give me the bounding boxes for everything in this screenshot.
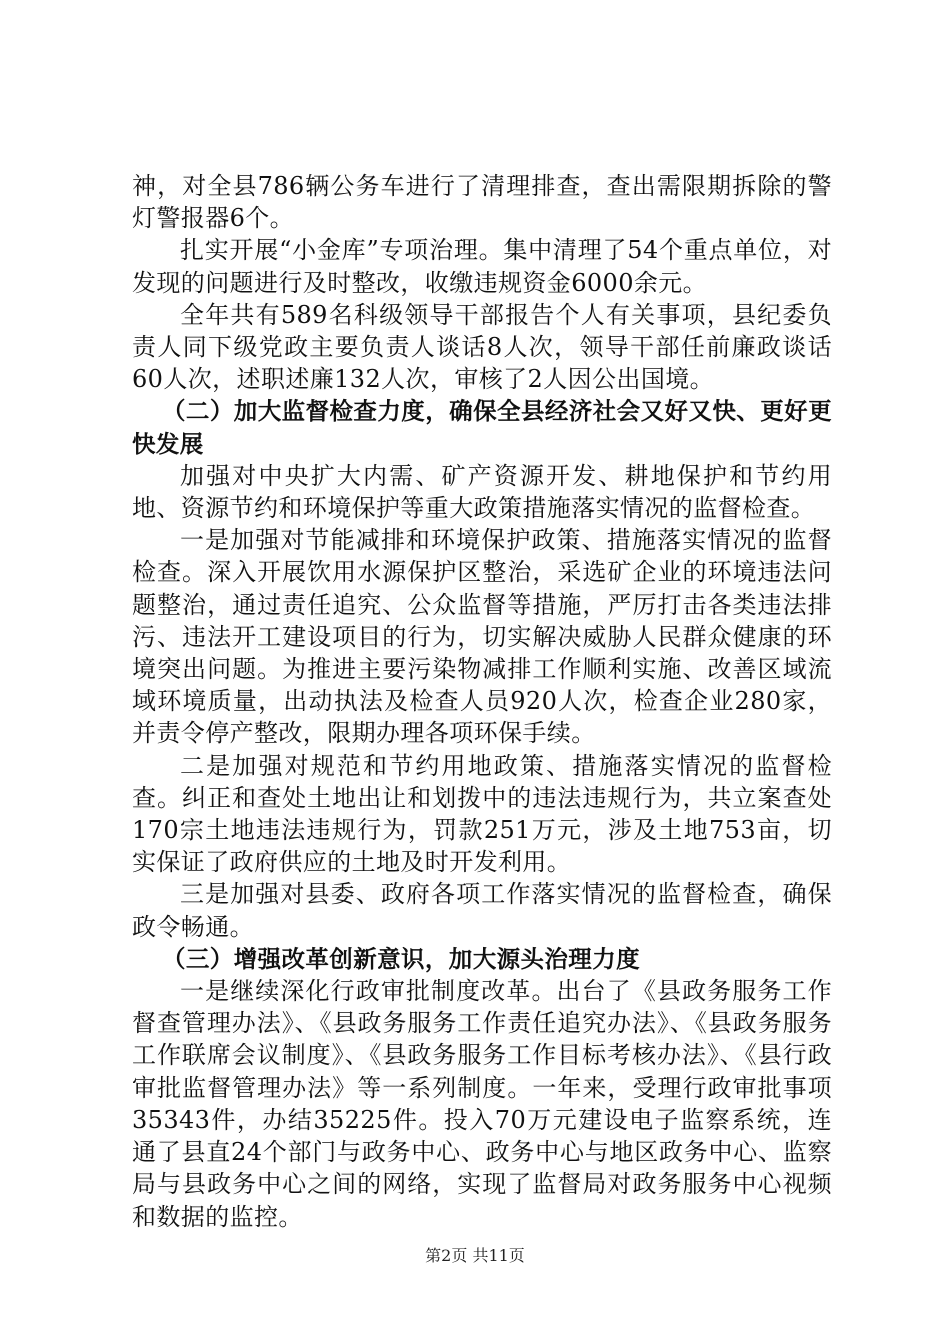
- section-heading: （二）加大监督检查力度，确保全县经济社会又好又快、更好更快发展: [132, 397, 832, 458]
- paragraph: 三是加强对县委、政府各项工作落实情况的监督检查，确保政令畅通。: [132, 880, 832, 941]
- section-heading: （三）增强改革创新意识，加大源头治理力度: [162, 944, 640, 973]
- paragraph: 加强对中央扩大内需、矿产资源开发、耕地保护和节约用地、资源节约和环境保护等重大政策措施落实情况的监督检查。: [132, 461, 832, 523]
- paragraph: 一是加强对节能减排和环境保护政策、措施落实情况的监督检查。深入开展饮用水源保护区整治，采选矿企业的环境违法问题整治，通过责任追究、公众监督等措施，严厉打击各类违法排污、违法开工建设项目的行为，切实解决威胁人民群众健康的环境突出问题。为推进主要污染物减排工作顺利实施、改善区域流域环境质量，出动执法及检查人员920人次，检查企业280家，并责令停产整改，限期办理各项环保手续。: [132, 526, 832, 748]
- page-footer: 第2页 共11页: [425, 1246, 525, 1265]
- paragraph: 全年共有589名科级领导干部报告个人有关事项，县纪委负责人同下级党政主要负责人谈话8人次，领导干部任前廉政谈话60人次，述职述廉132人次，审核了2人因公出国境。: [132, 300, 832, 394]
- paragraph: 神，对全县786辆公务车进行了清理排查，查出需限期拆除的警灯警报器6个。: [132, 172, 832, 233]
- paragraph: 扎实开展“小金库”专项治理。集中清理了54个重点单位，对发现的问题进行及时整改，收缴违规资金6000余元。: [132, 236, 832, 297]
- document-body: [132, 170, 832, 1233]
- paragraph: 一是继续深化行政审批制度改革。出台了《县政务服务工作督查管理办法》、《县政务服务工作责任追究办法》、《县政务服务工作联席会议制度》、《县政务服务工作目标考核办法》、《县行政审批监督管理办法》等一系列制度。一年来，受理行政审批事项35343件，办结35225件。投入70万元建设电子监察系统，连通了县直24个部门与政务中心、政务中心与地区政务中心、监察局与县政务中心之间的网络，实现了监督局对政务服务中心视频和数据的监控。: [132, 977, 832, 1231]
- paragraph: 二是加强对规范和节约用地政策、措施落实情况的监督检查。纠正和查处土地出让和划拨中的违法违规行为，共立案查处170宗土地违法违规行为，罚款251万元，涉及土地753亩，切实保证了政府供应的土地及时开发利用。: [132, 751, 832, 877]
